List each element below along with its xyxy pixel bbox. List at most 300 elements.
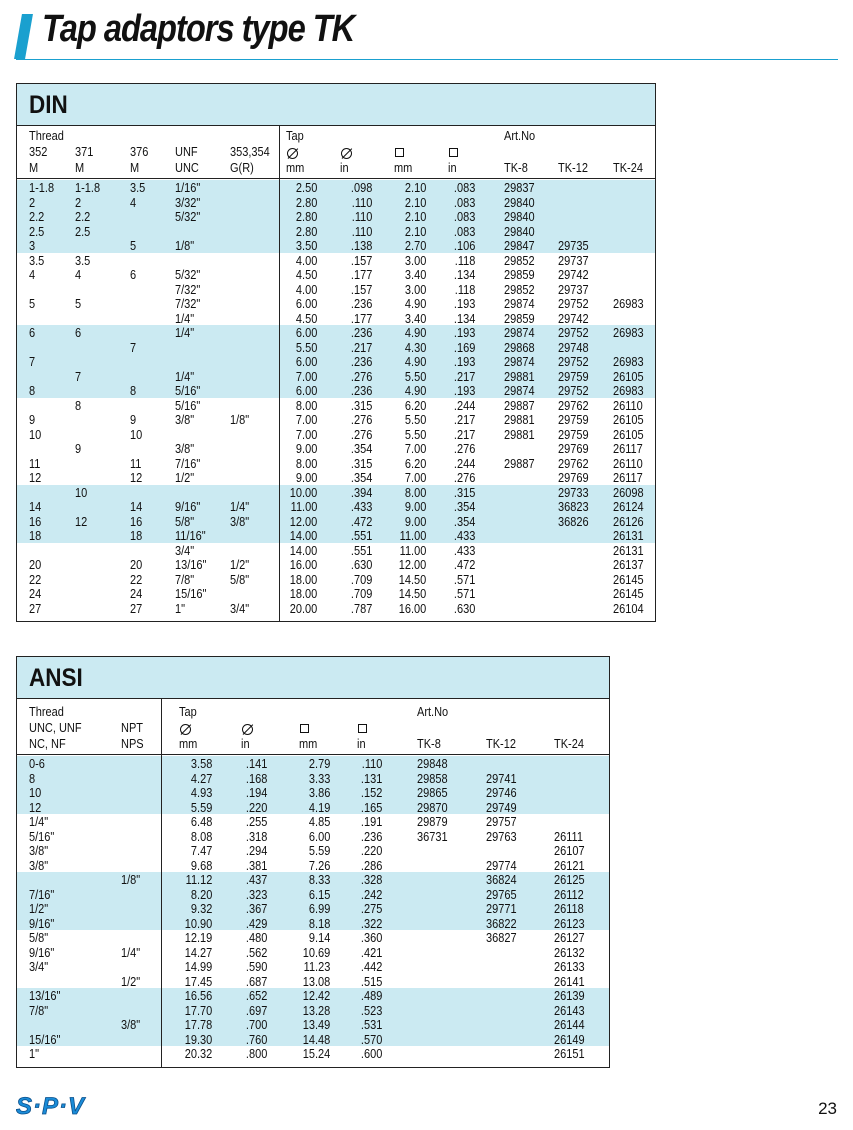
din-cell: 2.2 [75, 210, 91, 224]
din-cell: 29762 [558, 456, 589, 471]
din-cell: 29852 [504, 253, 535, 268]
ansi-cell: 26141 [554, 974, 585, 989]
din-cell: .134 [453, 268, 475, 282]
din-cell: .276 [350, 413, 372, 427]
din-cell: 26105 [613, 413, 644, 427]
ansi-cell: 13/16" [29, 989, 61, 1003]
din-cell: 18 [130, 529, 143, 543]
ansi-cell: .165 [360, 800, 382, 815]
ansi-cell: 15.24 [302, 1047, 330, 1061]
din-cell: .433 [350, 500, 372, 514]
din-cell: 1/4" [175, 369, 195, 384]
din-cell: 29868 [504, 340, 535, 355]
din-cell: 1/2" [175, 471, 195, 485]
din-cell: 6.20 [404, 398, 426, 413]
din-cell: 26124 [613, 500, 644, 514]
din-cell: 12 [130, 471, 143, 485]
din-cell: 11 [29, 456, 41, 471]
din-cell: 11.00 [290, 500, 317, 514]
ansi-cell: .323 [245, 887, 267, 902]
din-cell: 1-1.8 [75, 181, 101, 195]
din-cell: 2.2 [29, 210, 45, 224]
ansi-cell: 26132 [554, 945, 585, 960]
din-cell: 4 [29, 268, 36, 282]
din-cell: 9 [130, 413, 137, 427]
ansi-cell: 26151 [554, 1047, 585, 1061]
din-cell: 16 [130, 514, 143, 529]
ansi-header-artno: Art.No [417, 705, 449, 719]
ansi-cell: 1/8" [121, 873, 141, 887]
din-cell: 5.50 [404, 369, 426, 384]
din-cell: 2.10 [404, 181, 426, 195]
ansi-cell: 8.08 [190, 829, 212, 844]
ansi-cell: .800 [245, 1047, 267, 1061]
ansi-header-unit: NC, NF [29, 737, 66, 751]
din-cell: 29733 [558, 485, 589, 500]
din-cell: 5 [29, 297, 36, 311]
ansi-cell: 17.78 [184, 1018, 212, 1032]
ansi-cell: .652 [245, 989, 267, 1003]
din-cell: 3.00 [404, 282, 426, 297]
din-header-rule [17, 178, 655, 179]
din-cell: 6.00 [295, 297, 317, 311]
din-cell: 26983 [613, 297, 644, 311]
ansi-cell: 29858 [417, 771, 448, 786]
din-cell: 26117 [613, 442, 643, 456]
din-cell: .354 [453, 514, 475, 529]
din-cell: 29735 [558, 239, 589, 253]
ansi-cell: .480 [245, 931, 267, 945]
din-cell: 1/8" [230, 413, 250, 427]
ansi-cell: 19.30 [184, 1032, 212, 1047]
din-header-col: 352 [29, 145, 48, 159]
din-cell: .236 [350, 355, 372, 369]
ansi-cell: 5/16" [29, 829, 55, 844]
din-cell: 12 [29, 471, 42, 485]
din-cell: 6.00 [295, 355, 317, 369]
din-cell: .236 [350, 326, 372, 340]
din-cell: 26983 [613, 326, 644, 340]
ansi-cell: .360 [360, 931, 382, 945]
ansi-cell: 16.56 [184, 989, 212, 1003]
ansi-cell: 36827 [486, 931, 517, 945]
din-cell: 29840 [504, 224, 535, 239]
ansi-cell: 4.27 [190, 771, 212, 786]
din-cell: 16.00 [289, 558, 317, 572]
din-cell: .236 [350, 384, 372, 398]
din-cell: 3.5 [29, 253, 45, 268]
din-cell: 29759 [558, 427, 589, 442]
din-cell: 5/32" [175, 210, 201, 224]
din-cell: 1/4" [175, 311, 195, 326]
din-cell: 4 [75, 268, 82, 282]
ansi-cell: 12.42 [302, 989, 330, 1003]
din-cell: 26983 [613, 355, 644, 369]
din-cell: .083 [453, 224, 475, 239]
din-header-unit: TK-12 [558, 161, 588, 175]
din-cell: .138 [350, 239, 372, 253]
din-cell: 4.90 [404, 384, 426, 398]
title-underline [16, 59, 838, 60]
din-cell: .118 [454, 253, 475, 268]
din-cell: 18 [29, 529, 42, 543]
ansi-cell: 26107 [554, 844, 585, 858]
din-cell: 7/8" [175, 572, 195, 587]
diameter-icon [287, 148, 298, 159]
ansi-cell: 8.33 [308, 873, 330, 887]
din-cell: 5 [75, 297, 82, 311]
ansi-cell: 6.15 [308, 887, 330, 902]
ansi-cell: .294 [245, 844, 267, 858]
din-cell: 8 [29, 384, 36, 398]
din-cell: 3.40 [404, 311, 426, 326]
ansi-header-unit: NPS [121, 737, 144, 751]
din-cell: .177 [350, 311, 372, 326]
ansi-cell: .168 [245, 771, 267, 786]
ansi-header-tap: Tap [179, 705, 197, 719]
din-cell: 1/4" [230, 500, 250, 514]
title-accent-bar [14, 14, 33, 59]
ansi-cell: 29741 [486, 771, 517, 786]
din-cell: 26983 [613, 384, 644, 398]
ansi-header-unit: in [241, 737, 250, 751]
din-cell: 4.50 [295, 268, 317, 282]
din-cell: 29859 [504, 311, 535, 326]
ansi-cell: 26112 [554, 887, 584, 902]
ansi-cell: 29763 [486, 829, 517, 844]
din-cell: .276 [350, 427, 372, 442]
ansi-cell: .318 [245, 829, 267, 844]
din-cell: 24 [29, 587, 42, 601]
ansi-cell: 14.99 [184, 960, 212, 974]
ansi-cell: 26123 [554, 916, 585, 931]
din-cell: 20 [29, 558, 42, 572]
din-cell: 4.50 [295, 311, 317, 326]
din-header-tap: Tap [286, 129, 304, 143]
din-cell: 12 [75, 514, 88, 529]
din-cell: 2.80 [295, 224, 317, 239]
ansi-cell: .700 [245, 1018, 267, 1032]
ansi-heading-bar [17, 657, 609, 699]
din-cell: 7/32" [175, 297, 201, 311]
din-cell: .193 [453, 326, 475, 340]
din-cell: .217 [453, 369, 475, 384]
din-cell: 3/4" [230, 601, 250, 616]
ansi-table [16, 656, 610, 1068]
ansi-cell: 15/16" [29, 1032, 61, 1047]
din-header-col: UNF [175, 145, 198, 159]
diameter-icon [242, 724, 253, 735]
ansi-heading: ANSI [29, 664, 83, 692]
din-cell: 6.20 [404, 456, 426, 471]
ansi-cell: .141 [245, 757, 267, 771]
ansi-cell: .275 [360, 902, 382, 916]
spv-logo-text: S·P·V [16, 1093, 86, 1119]
ansi-cell: 26118 [554, 902, 584, 916]
din-cell: .217 [453, 413, 475, 427]
ansi-cell: 3.86 [308, 786, 330, 800]
din-cell: 6.00 [295, 384, 317, 398]
ansi-cell: 10 [29, 786, 42, 800]
din-cell: 29881 [504, 427, 535, 442]
din-cell: .571 [453, 572, 475, 587]
din-cell: 10 [75, 485, 88, 500]
ansi-cell: 26133 [554, 960, 585, 974]
din-cell: .083 [453, 181, 475, 195]
din-cell: .354 [350, 471, 372, 485]
ansi-cell: .687 [245, 974, 267, 989]
din-cell: 6 [130, 268, 137, 282]
ansi-cell: .242 [360, 887, 382, 902]
din-cell: 3/8" [175, 442, 195, 456]
ansi-cell: .590 [245, 960, 267, 974]
ansi-cell: 29746 [486, 786, 517, 800]
din-header-col: 371 [75, 145, 94, 159]
ansi-cell: .322 [360, 916, 382, 931]
square-icon [358, 724, 367, 733]
din-cell: 20 [130, 558, 143, 572]
ansi-header-unit: TK-12 [486, 737, 516, 751]
ansi-cell: 26125 [554, 873, 585, 887]
din-cell: 29887 [504, 456, 535, 471]
din-header-unit: in [448, 161, 457, 175]
din-cell: 11 [130, 456, 142, 471]
ansi-cell: 17.45 [184, 974, 212, 989]
din-cell: 7/16" [175, 456, 201, 471]
din-cell: 2.10 [404, 224, 426, 239]
din-cell: 27 [29, 601, 42, 616]
din-cell: 5 [130, 239, 137, 253]
din-cell: 8.00 [404, 485, 426, 500]
din-cell: .157 [350, 282, 372, 297]
ansi-header-unit: mm [179, 737, 198, 751]
din-cell: 5/8" [230, 572, 250, 587]
ansi-cell: 12 [29, 800, 42, 815]
ansi-cell: .191 [360, 815, 382, 829]
din-heading: DIN [29, 91, 68, 119]
ansi-cell: 3.58 [190, 757, 212, 771]
din-cell: 26098 [613, 485, 644, 500]
din-cell: 9/16" [175, 500, 201, 514]
din-cell: 7.00 [404, 442, 426, 456]
ansi-cell: 26111 [554, 829, 583, 844]
din-cell: 26105 [613, 369, 644, 384]
din-cell: 29769 [558, 442, 589, 456]
ansi-cell: .442 [360, 960, 382, 974]
square-icon [395, 148, 404, 157]
din-cell: 7/32" [175, 282, 201, 297]
din-cell: .244 [453, 398, 475, 413]
din-cell: 1/2" [230, 558, 250, 572]
din-cell: 24 [130, 587, 143, 601]
ansi-cell: 26149 [554, 1032, 585, 1047]
din-cell: .110 [351, 210, 372, 224]
din-cell: 14.00 [289, 543, 317, 558]
ansi-cell: 29765 [486, 887, 517, 902]
din-cell: 2.50 [295, 181, 317, 195]
din-cell: 4.00 [295, 253, 317, 268]
ansi-cell: 8.20 [190, 887, 212, 902]
ansi-cell: 10.69 [302, 945, 330, 960]
ansi-cell: 29771 [486, 902, 517, 916]
din-cell: 6 [29, 326, 36, 340]
ansi-header-unit: in [357, 737, 366, 751]
ansi-cell: 7.47 [190, 844, 212, 858]
ansi-cell: .220 [245, 800, 267, 815]
ansi-cell: 5.59 [190, 800, 212, 815]
din-cell: 29737 [558, 253, 589, 268]
din-cell: 10 [130, 427, 143, 442]
ansi-cell: 26139 [554, 989, 585, 1003]
din-cell: 1/8" [175, 239, 195, 253]
ansi-cell: .110 [361, 757, 382, 771]
ansi-header-unit: TK-8 [417, 737, 441, 751]
din-cell: 5/32" [175, 268, 201, 282]
ansi-cell: .600 [360, 1047, 382, 1061]
ansi-cell: 9.14 [308, 931, 330, 945]
din-cell: 3.40 [404, 268, 426, 282]
din-cell: .110 [351, 195, 372, 210]
din-cell: 29881 [504, 413, 535, 427]
din-cell: .276 [453, 471, 475, 485]
ansi-cell: 5/8" [29, 931, 49, 945]
din-cell: 26104 [613, 601, 644, 616]
din-cell: 5/16" [175, 398, 201, 413]
din-cell: .394 [350, 485, 372, 500]
din-header-unit: in [340, 161, 349, 175]
din-cell: .787 [350, 601, 372, 616]
din-cell: .354 [350, 442, 372, 456]
ansi-cell: 1/4" [29, 815, 49, 829]
din-cell: 4.90 [404, 355, 426, 369]
ansi-cell: 3.33 [308, 771, 330, 786]
din-cell: 16.00 [398, 601, 426, 616]
din-cell: 10 [29, 427, 42, 442]
din-cell: 22 [29, 572, 42, 587]
ansi-cell: 0-6 [29, 757, 45, 771]
ansi-cell: .570 [360, 1032, 382, 1047]
din-cell: .551 [350, 543, 372, 558]
din-cell: 29759 [558, 369, 589, 384]
din-cell: 22 [130, 572, 143, 587]
din-cell: .433 [453, 529, 475, 543]
ansi-header-thread: Thread [29, 705, 64, 719]
din-cell: 29874 [504, 384, 535, 398]
din-cell: .217 [350, 340, 372, 355]
din-cell: 26145 [613, 587, 644, 601]
din-cell: 11.00 [399, 529, 426, 543]
ansi-cell: 29848 [417, 757, 448, 771]
ansi-cell: .328 [360, 873, 382, 887]
ansi-cell: 13.08 [302, 974, 330, 989]
din-cell: 36826 [558, 514, 589, 529]
ansi-cell: 1" [29, 1047, 40, 1061]
ansi-cell: .697 [245, 1003, 267, 1018]
din-cell: 18.00 [289, 587, 317, 601]
din-cell: 4.90 [404, 297, 426, 311]
ansi-header-unit: mm [299, 737, 318, 751]
din-cell: 1/16" [175, 181, 201, 195]
din-cell: .276 [453, 442, 475, 456]
ansi-cell: 12.19 [184, 931, 212, 945]
din-cell: 3/32" [175, 195, 201, 210]
din-cell: .083 [453, 210, 475, 224]
din-cell: 8 [75, 398, 82, 413]
din-cell: 5.50 [404, 427, 426, 442]
din-cell: 9.00 [295, 442, 317, 456]
din-cell: 16 [29, 514, 42, 529]
din-cell: 36823 [558, 500, 589, 514]
din-cell: 29752 [558, 384, 589, 398]
din-cell: 1" [175, 601, 186, 616]
ansi-cell: 8.18 [308, 916, 330, 931]
ansi-cell: .523 [360, 1003, 382, 1018]
ansi-cell: 26143 [554, 1003, 585, 1018]
ansi-cell: .429 [245, 916, 267, 931]
din-cell: 5.50 [295, 340, 317, 355]
din-cell: 3.5 [130, 181, 146, 195]
din-cell: .472 [350, 514, 372, 529]
din-cell: 7.00 [295, 427, 317, 442]
din-cell: 29840 [504, 210, 535, 224]
ansi-cell: 36824 [486, 873, 517, 887]
ansi-cell: 29774 [486, 858, 517, 873]
ansi-cell: 9.32 [190, 902, 212, 916]
ansi-cell: 6.99 [308, 902, 330, 916]
din-cell: 15/16" [175, 587, 207, 601]
din-cell: 26117 [613, 471, 643, 485]
din-cell: .157 [350, 253, 372, 268]
ansi-cell: .760 [245, 1032, 267, 1047]
ansi-cell: 5.59 [308, 844, 330, 858]
din-header-unit: mm [286, 161, 305, 175]
din-cell: .193 [453, 297, 475, 311]
din-cell: 26110 [613, 398, 643, 413]
din-cell: 1/4" [175, 326, 195, 340]
din-cell: .354 [453, 500, 475, 514]
din-cell: 5/8" [175, 514, 195, 529]
ansi-cell: 17.70 [184, 1003, 212, 1018]
din-cell: .217 [453, 427, 475, 442]
din-table [16, 83, 656, 622]
din-cell: 29874 [504, 326, 535, 340]
ansi-cell: 29865 [417, 786, 448, 800]
din-cell: 14 [130, 500, 143, 514]
din-cell: 29742 [558, 268, 589, 282]
din-cell: 29737 [558, 282, 589, 297]
ansi-cell: .152 [360, 786, 382, 800]
din-cell: 29762 [558, 398, 589, 413]
din-cell: 29742 [558, 311, 589, 326]
din-cell: 14.50 [398, 572, 426, 587]
ansi-cell: 26121 [554, 858, 585, 873]
ansi-cell: 3/8" [121, 1018, 141, 1032]
ansi-cell: .489 [360, 989, 382, 1003]
diameter-icon [341, 148, 352, 159]
din-cell: 10.00 [289, 485, 317, 500]
ansi-cell: .381 [245, 858, 267, 873]
ansi-cell: 3/8" [29, 844, 49, 858]
din-cell: .134 [453, 311, 475, 326]
ansi-cell: 1/2" [29, 902, 49, 916]
din-cell: 29840 [504, 195, 535, 210]
din-header-unit: mm [394, 161, 413, 175]
ansi-cell: 3/8" [29, 858, 49, 873]
din-cell: 3/4" [175, 543, 195, 558]
ansi-cell: .236 [360, 829, 382, 844]
ansi-cell: 4.85 [308, 815, 330, 829]
din-cell: 9 [29, 413, 36, 427]
